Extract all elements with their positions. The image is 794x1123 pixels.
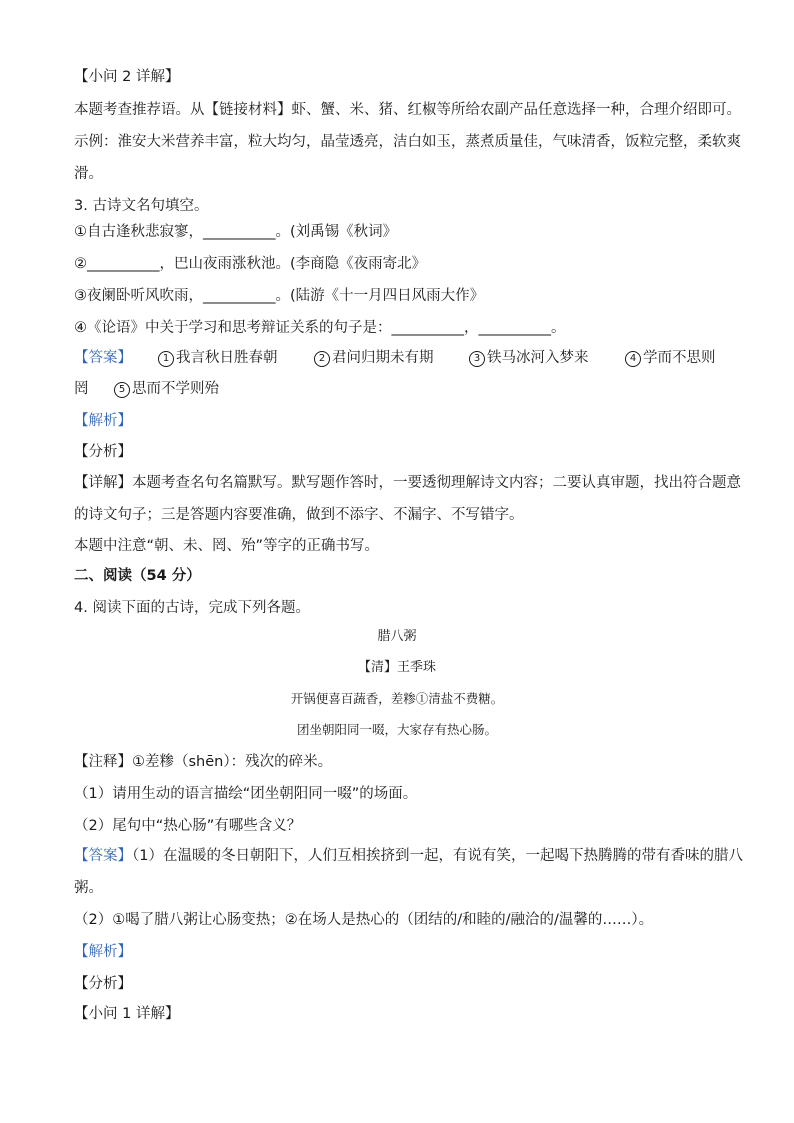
answer-text: 铁马冰河入梦来 [487,350,589,366]
fill-blank-item: ①自古逢秋悲寂寥，__________。(刘禹锡《秋词》 [74,224,398,240]
answer-text: 我言秋日胜春朝 [176,350,278,366]
section-title: 二、阅读（54 分） [74,568,201,584]
paragraph: 本题考查推荐语。从【链接材料】虾、蟹、米、猪、红椒等所给农副产品任意选择一种，合理介绍即可。 [74,102,741,118]
number-badge: 5 [114,382,130,398]
fill-blank-item: ③夜阑卧听风吹雨，__________。(陆游《十一月四日风雨大作》 [74,288,485,304]
answer-item [158,348,278,368]
number-badge: 3 [469,351,485,367]
fill-blank-item: ②__________，巴山夜雨涨秋池。(李商隐《夜雨寄北》 [74,256,427,272]
analyze-label: 【分析】 [74,444,132,460]
poem-line: 团坐朝阳同一啜，大家存有热心肠。 [296,722,497,737]
fill-blank-item: ④《论语》中关于学习和思考辩证关系的句子是：__________，__________。 [74,320,566,336]
answer-text: 思而不学则殆 [132,381,219,397]
answer-paragraph: 粥。 [74,880,103,896]
answer-wrap: 罔 [74,381,89,397]
question-4-title: 4. 阅读下面的古诗，完成下列各题。 [74,600,310,616]
poem-title: 腊八粥 [377,629,417,644]
poem-author: 【清】王季珠 [357,660,436,675]
answer-label: 【答案】 [74,848,132,864]
answer-label: 【答案】 [74,350,132,366]
number-badge: 1 [158,351,174,367]
answer-text: 君问归期未有期 [332,350,434,366]
number-badge: 2 [314,351,330,367]
analysis-label: 【解析】 [74,944,132,960]
detail-paragraph: 的诗文句子；三是答题内容要准确，做到不添字、不漏字、不写错字。 [74,507,524,523]
answer-item [314,348,434,368]
analysis-label: 【解析】 [74,413,132,429]
annotation: 【注释】①差糁（shēn）：残次的碎米。 [74,754,333,770]
subquestion-2-detail-header: 【小问 2 详解】 [74,69,180,85]
answer-item [625,348,716,368]
subquestion: （2）尾句中“热心肠”有哪些含义？ [74,818,302,834]
answer-text: 学而不思则 [643,350,716,366]
answer-item [469,348,589,368]
answer-item [114,379,219,399]
detail-paragraph: 【详解】本题考查名句名篇默写。默写题作答时，一要透彻理解诗文内容；二要认真审题，找出符合题意 [74,475,741,491]
subquestion-1-detail-header: 【小问 1 详解】 [74,1006,180,1022]
note-paragraph: 本题中注意“朝、未、罔、殆”等字的正确书写。 [74,538,380,554]
question-3-title: 3. 古诗文名句填空。 [74,198,209,214]
subquestion: （1）请用生动的语言描绘“团坐朝阳同一啜”的场面。 [74,786,418,802]
paragraph: 示例：淮安大米营养丰富，粒大均匀，晶莹透亮，洁白如玉，蒸煮质量佳，气味清香，饭粒完整，柔软爽 [74,134,741,150]
paragraph: 滑。 [74,166,103,182]
analyze-label: 【分析】 [74,976,132,992]
answer-text: （1）在温暖的冬日朝阳下，人们互相挨挤到一起，有说有笑，一起喝下热腾腾的带有香味的腊八 [132,848,743,864]
number-badge: 4 [625,351,641,367]
answer-paragraph [74,846,743,866]
poem-line: 开锅便喜百蔬香，差糁①清盐不费糖。 [290,691,504,706]
answer-paragraph: （2）①喝了腊八粥让心肠变热；②在场人是热心的（团结的/和睦的/融洽的/温馨的……）。 [74,912,654,928]
